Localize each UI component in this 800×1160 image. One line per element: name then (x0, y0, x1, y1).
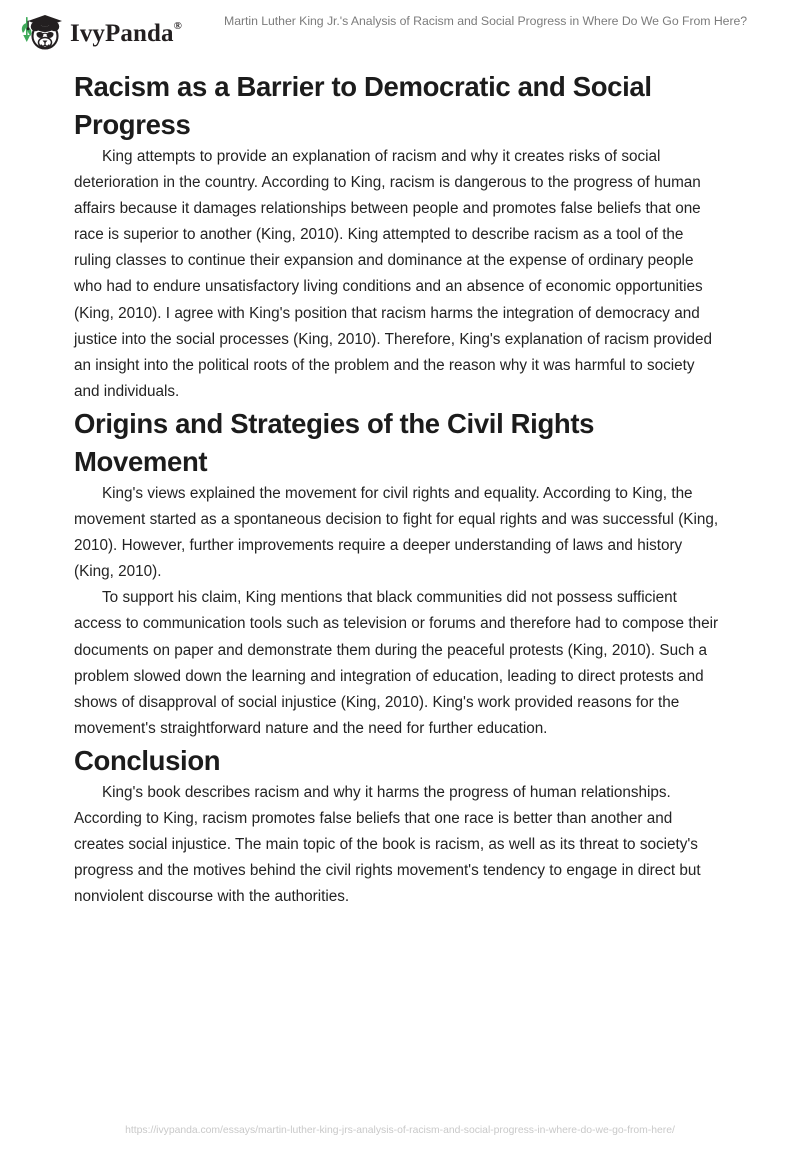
section-heading-conclusion: Conclusion (74, 744, 221, 776)
document-body (74, 68, 724, 910)
section-heading-racism-barrier: Racism as a Barrier to Democratic and Social Progress (74, 71, 652, 140)
registered-trademark-icon: ® (173, 20, 182, 33)
panda-graduate-logo-icon (16, 10, 66, 54)
paragraph: To support his claim, King mentions that black communities did not possess sufficient access to communication tools such as television or forums and therefore had to compose their documents on paper and demonstrate them during the peaceful protests (King, 2010). Such a problem slowed down the learning and integration of education, leading to direct protests and shows of disapproval of social injustice (King, 2010). King's work provided reasons for the movement's straightforward nature and the need for further education. (74, 589, 719, 737)
brand-name-text: IvyPanda® (70, 19, 182, 47)
page-footer (0, 1120, 800, 1138)
page-header (0, 0, 800, 62)
paragraph: King's views explained the movement for civil rights and equality. According to King, the movement started as a spontaneous decision to fight for equal rights and was successful (King, 2010). However, further improvements require a deeper understanding of laws and history (King, 2010). (74, 484, 719, 581)
document-title-header: Martin Luther King Jr.'s Analysis of Racism and Social Progress in Where Do We Go From Here? (224, 14, 748, 28)
paragraph: King attempts to provide an explanation of racism and why it creates risks of social deterioration in the country. According to King, racism is dangerous to the progress of human affairs because it damages relationships between people and promotes false beliefs that one race is superior to another (King, 2010). King attempted to describe racism as a tool of the ruling classes to continue their expansion and dominance at the expense of ordinary people who had to endure unsatisfactory living conditions and an absence of economic opportunities (King, 2010). I agree with King's position that racism harms the integration of democracy and justice into the social processes (King, 2010). Therefore, King's explanation of racism provided an insight into the political roots of the problem and the reason why it was harmful to society and individuals. (74, 148, 712, 400)
brand-logo[interactable] (16, 10, 182, 54)
section-heading-origins-strategies: Origins and Strategies of the Civil Rights Movement (74, 407, 595, 477)
source-url-link[interactable]: https://ivypanda.com/essays/martin-luther-king-jrs-analysis-of-racism-and-social-progress-in-where-do-we-go-from-here/ (125, 1125, 675, 1136)
paragraph: King's book describes racism and why it harms the progress of human relationships. According to King, racism promotes false beliefs that one race is better than another and creates social injustice. The main topic of the book is racism, as well as its threat to society's progress and the motives behind the civil rights movement's tendency to engage in direct but nonviolent discourse with the authorities. (74, 783, 701, 906)
